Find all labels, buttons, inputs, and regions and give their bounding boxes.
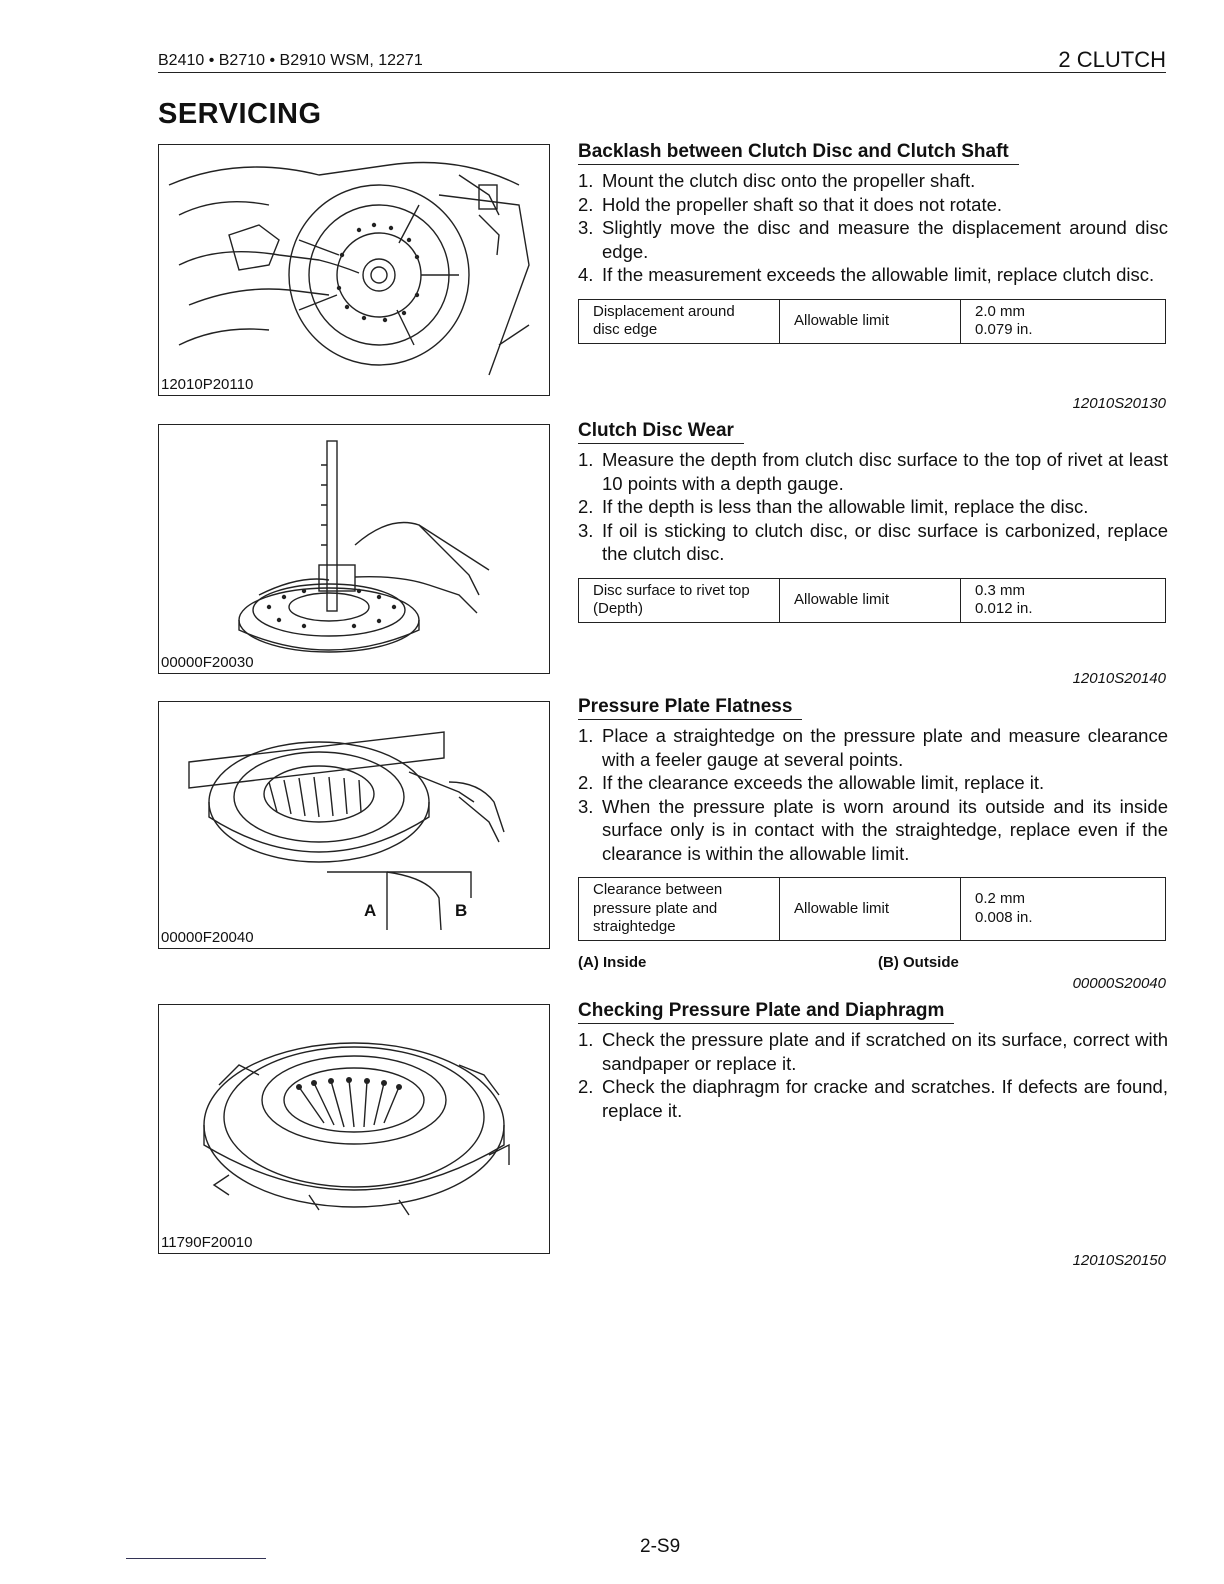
spec-item: Disc surface to rivet top (Depth) (579, 578, 780, 622)
list-item: 2. If the clearance exceeds the allowable limit, replace it. (578, 772, 1045, 793)
figure-depth-gauge (158, 424, 550, 674)
spec-table (578, 299, 1166, 344)
section-backlash (578, 140, 1168, 344)
spec-item: Clearance between pressure plate and straightedge (579, 878, 780, 941)
section-title: Backlash between Clutch Disc and Clutch Shaft (578, 140, 1019, 165)
figure-straightedge-flatness (158, 701, 550, 949)
label-a: A (364, 901, 377, 920)
spec-value: 0.2 mm 0.008 in. (961, 878, 1166, 941)
spec-table (578, 877, 1166, 941)
spec-table (578, 578, 1166, 623)
steps-list (578, 169, 1168, 287)
footer-rule (126, 1558, 266, 1559)
figure-code: 11790F20010 (161, 1234, 253, 1251)
section-plate-flatness (578, 695, 1168, 941)
figure-code: 00000F20030 (161, 654, 254, 671)
reference-code: 12010S20150 (1072, 1252, 1166, 1269)
list-item: 2. Hold the propeller shaft so that it does not rotate. (578, 193, 1003, 215)
list-item: 3. When the pressure plate is worn around its outside and its inside surface only is in contact with the straightedge, replace even if the clearance is within the allowable limit. (578, 795, 1168, 864)
header-model-info: B2410 • B2710 • B2910 WSM, 12271 (158, 52, 423, 69)
spec-limit-label: Allowable limit (780, 299, 961, 343)
spec-limit-label: Allowable limit (780, 878, 961, 941)
figure-clutch-disc-backlash (158, 144, 550, 396)
list-item: 1. Check the pressure plate and if scratched on its surface, correct with sandpaper or replace it. (578, 1029, 1168, 1074)
page-number: 2-S9 (640, 1536, 681, 1557)
depth-gauge-illustration (159, 425, 549, 673)
spec-value: 2.0 mm 0.079 in. (961, 299, 1166, 343)
figure-code: 12010P20110 (161, 376, 254, 393)
section-disc-wear (578, 419, 1168, 623)
pressure-plate-diaphragm-illustration (159, 1005, 549, 1253)
list-item: 1. Measure the depth from clutch disc surface to the top of rivet at least 10 points with a depth gauge. (578, 449, 1168, 494)
list-item: 2. Check the diaphragm for cracke and scratches. If defects are found, replace it. (578, 1076, 1168, 1121)
label-b: B (455, 901, 468, 920)
reference-code: 00000S20040 (1072, 975, 1166, 992)
section-title: Checking Pressure Plate and Diaphragm (578, 999, 954, 1024)
legend-a: (A) Inside (578, 954, 647, 971)
spec-value: 0.3 mm 0.012 in. (961, 578, 1166, 622)
header-chapter: 2 CLUTCH (1058, 47, 1166, 72)
spec-item: Displacement around disc edge (579, 299, 780, 343)
list-item: 3. Slightly move the disc and measure the displacement around disc edge. (578, 217, 1168, 262)
list-item: 1. Place a straightedge on the pressure plate and measure clearance with a feeler gauge at several points. (578, 725, 1168, 770)
steps-list (578, 448, 1168, 566)
straightedge-flatness-illustration (159, 702, 549, 948)
reference-code: 12010S20130 (1072, 395, 1166, 412)
steps-list (578, 1028, 1168, 1122)
list-item: 2. If the depth is less than the allowable limit, replace the disc. (578, 496, 1089, 517)
reference-code: 12010S20140 (1072, 670, 1166, 687)
legend-b: (B) Outside (878, 954, 959, 971)
figure-code: 00000F20040 (161, 929, 254, 946)
section-title: Clutch Disc Wear (578, 419, 744, 444)
steps-list (578, 724, 1168, 865)
page-title: SERVICING (158, 98, 322, 130)
header-divider (158, 72, 1166, 73)
list-item: 4. If the measurement exceeds the allowable limit, replace clutch disc. (578, 264, 1155, 285)
list-item: 1. Mount the clutch disc onto the propeller shaft. (578, 170, 976, 191)
clutch-disc-backlash-illustration (159, 145, 549, 395)
list-item: 3. If oil is sticking to clutch disc, or disc surface is carbonized, replace the clutch disc. (578, 519, 1168, 564)
figure-pressure-plate-diaphragm (158, 1004, 550, 1254)
section-plate-diaphragm (578, 999, 1168, 1122)
section-title: Pressure Plate Flatness (578, 695, 802, 720)
spec-limit-label: Allowable limit (780, 578, 961, 622)
